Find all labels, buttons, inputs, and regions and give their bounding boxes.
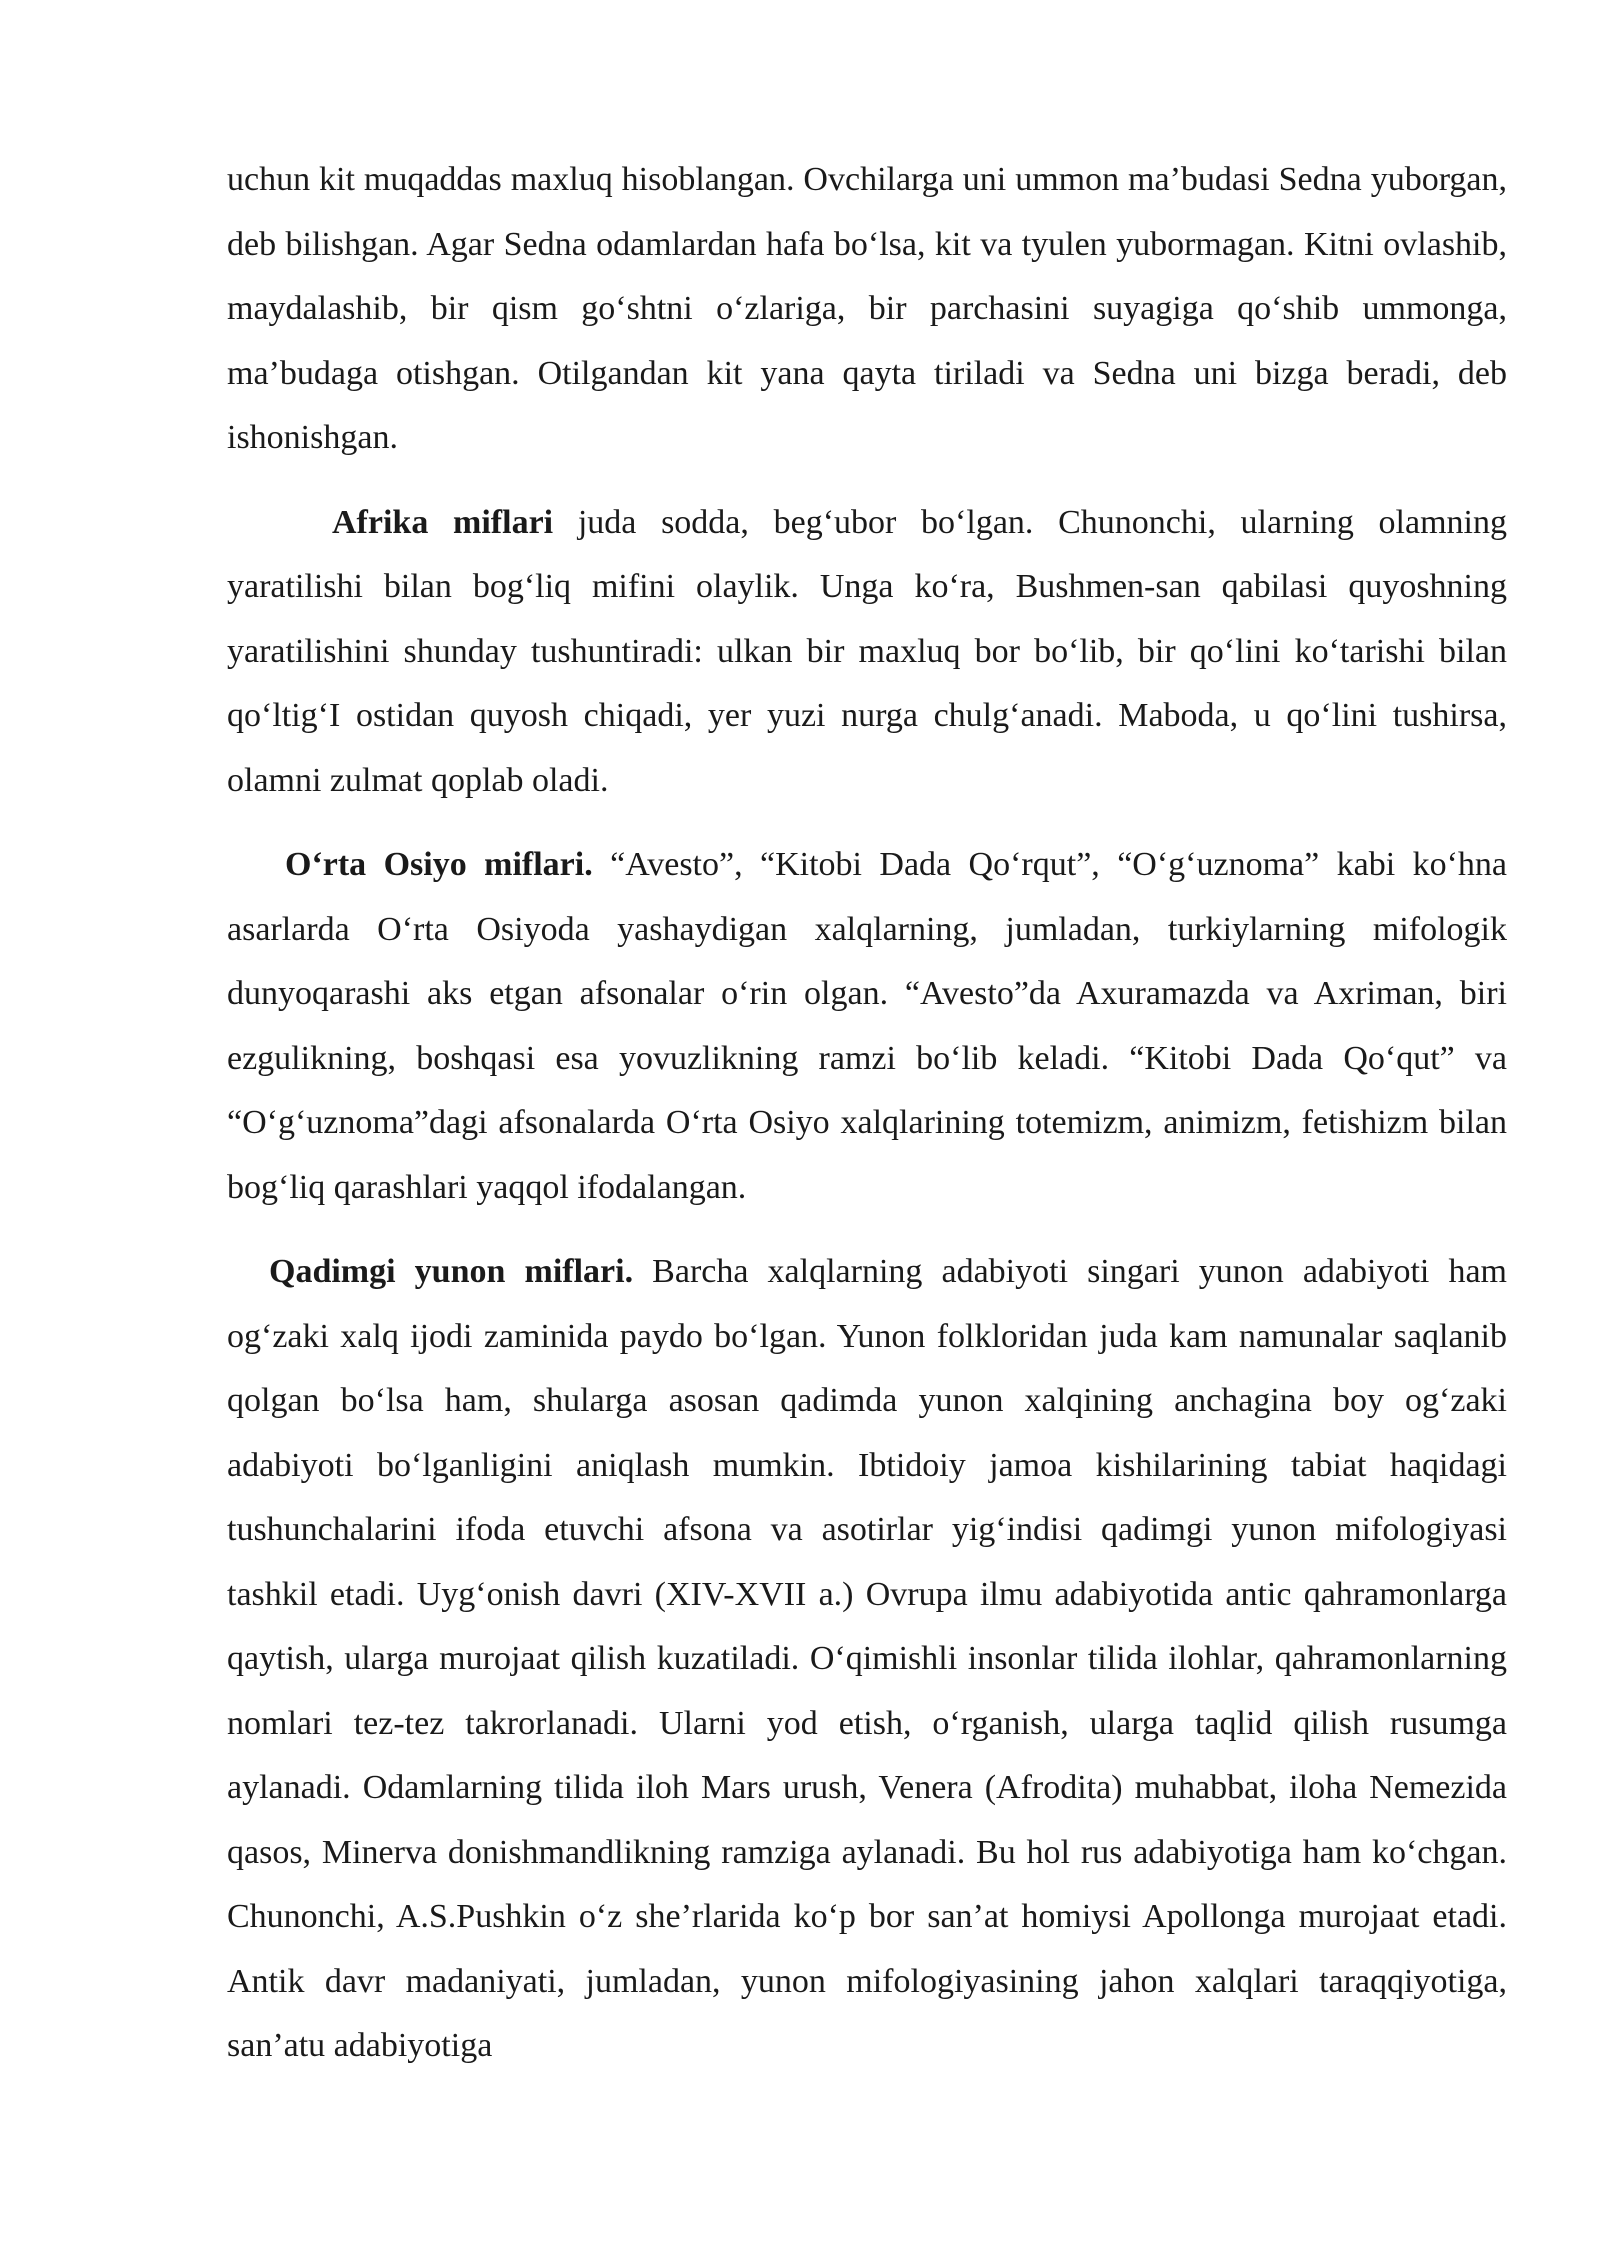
paragraph-inuit-whale [227,148,1507,471]
paragraph-african-myths [227,491,1507,814]
paragraph-ancient-greek-myths [227,1240,1507,2079]
section-heading-african-myths: Afrika miflari [332,503,554,541]
section-heading-central-asian-myths: O‘rta Osiyo miflari. [285,846,593,883]
paragraph-central-asian-myths [227,833,1507,1220]
paragraph-text: Barcha xalqlarning adabiyoti singari yunon adabiyoti ham og‘zaki xalq ijodi zaminida paydo bo‘lgan. Yunon folkloridan juda kam namunalar saqlanib qolgan bo‘lsa ham, shularga asosan qadimda yunon xalqining anchagina boy og‘zaki adabiyoti bo‘lganligini aniqlash mumkin. Ibtidoiy jamoa kishilarining tabiat haqidagi tushunchalarini ifoda etuvchi afsona va asotirlar yig‘indisi qadimgi yunon mifologiyasi tashkil etadi. Uyg‘onish davri (XIV-XVII a.) Ovrupa ilmu adabiyotida antic qahramonlarga qaytish, ularga murojaat qilish kuzatiladi. O‘qimishli insonlar tilida ilohlar, qahramonlarning nomlari tez-tez takrorlanadi. Ularni yod etish, o‘rganish, ularga taqlid qilish rusumga aylanadi. Odamlarning tilida iloh Mars urush, Venera (Afrodita) muhabbat, iloha Nemezida qasos, Minerva donishmandlikning ramziga aylanadi. Bu hol rus adabiyotiga ham ko‘chgan. Chunonchi, A.S.Pushkin o‘z she’rlarida ko‘p bor san’at homiysi Apollonga murojaat etadi. Antik davr madaniyati, jumladan, yunon mifologiyasining jahon xalqlari taraqqiyotiga, san’atu adabiyotiga [227,1253,1508,2064]
section-heading-ancient-greek-myths: Qadimgi yunon miflari. [269,1253,634,1290]
paragraph-text: uchun kit muqaddas maxluq hisoblangan. Ovchilarga uni ummon ma’budasi Sedna yuborgan, deb bilishgan. Agar Sedna odamlardan hafa bo‘lsa, kit va tyulen yubormagan. Kitni ovlashib, maydalashib, bir qism go‘shtni o‘zlariga, bir parchasini suyagiga qo‘shib ummonga, ma’budaga otishgan. Otilgandan kit yana qayta tiriladi va Sedna uni bizga beradi, deb ishonishgan. [227,161,1507,456]
paragraph-text: juda sodda, beg‘ubor bo‘lgan. Chunonchi, ularning olamning yaratilishi bilan bog‘liq mifini olaylik. Unga ko‘ra, Bushmen-san qabilasi quyoshning yaratilishini shunday tushuntiradi: ulkan bir maxluq bor bo‘lib, bir qo‘lini ko‘tarishi bilan qo‘ltig‘I ostidan quyosh chiqadi, yer yuzi nurga chulg‘anadi. Maboda, u qo‘lini tushirsa, olamni zulmat qoplab oladi. [227,503,1507,799]
paragraph-text: “Avesto”, “Kitobi Dada Qo‘rqut”, “O‘g‘uznoma” kabi ko‘hna asarlarda O‘rta Osiyoda yashaydigan xalqlarning, jumladan, turkiylarning mifologik dunyoqarashi aks etgan afsonalar o‘rin olgan. “Avesto”da Axuramazda va Axriman, biri ezgulikning, boshqasi esa yovuzlikning ramzi bo‘lib keladi. “Kitobi Dada Qo‘qut” va “O‘g‘uznoma”dagi afsonalarda O‘rta Osiyo xalqlarining totemizm, animizm, fetishizm bilan bog‘liq qarashlari yaqqol ifodalangan. [227,846,1507,1206]
document-page [227,148,1507,2079]
